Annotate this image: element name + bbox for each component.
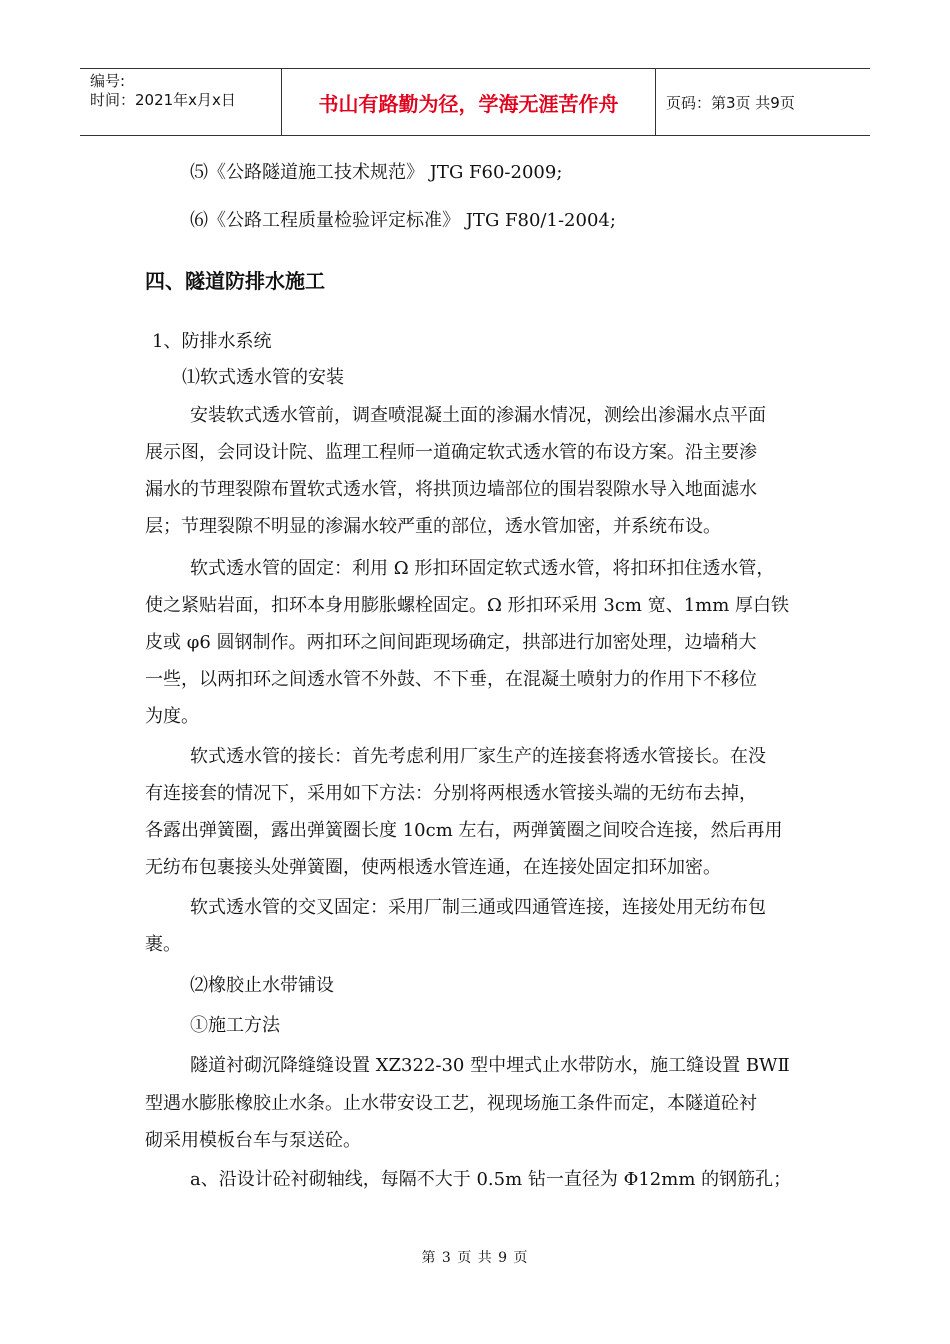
paragraph-line: 软式透水管的固定：利用 Ω 形扣环固定软式透水管，将扣环扣住透水管，	[190, 558, 775, 579]
paragraph-line: 各露出弹簧圈，露出弹簧圈长度 10cm 左右，两弹簧圈之间咬合连接，然后再用	[145, 820, 783, 841]
header-meta	[80, 69, 282, 135]
subsection-title: ①施工方法	[190, 1015, 280, 1036]
subsection-title: ⑴软式透水管的安装	[182, 367, 344, 388]
paragraph-line: 砌采用模板台车与泵送砼。	[145, 1130, 361, 1151]
document-date-label: 时间：2021年x月x日	[90, 91, 236, 109]
page-footer: 第 3 页 共 9 页	[421, 1250, 529, 1266]
subsection-title: ⑵橡胶止水带铺设	[190, 975, 334, 996]
header-page-number: 页码：第3页 共9页	[666, 93, 795, 112]
paragraph-line: 软式透水管的接长：首先考虑利用厂家生产的连接套将透水管接长。在没	[190, 746, 766, 767]
paragraph-line: 有连接套的情况下，采用如下方法：分别将两根透水管接头端的无纺布去掉，	[145, 783, 757, 804]
paragraph-line: 皮或 φ6 圆钢制作。两扣环之间间距现场确定，拱部进行加密处理，边墙稍大	[145, 632, 757, 653]
paragraph-line: 层；节理裂隙不明显的渗漏水较严重的部位，透水管加密，并系统布设。	[145, 516, 721, 537]
paragraph-line: 无纺布包裹接头处弹簧圈，使两根透水管连通，在连接处固定扣环加密。	[145, 857, 721, 878]
header-motto: 书山有路勤为径，学海无涯苦作舟	[282, 69, 656, 135]
subsection-title: 1、防排水系统	[152, 331, 272, 352]
paragraph-line: 为度。	[145, 706, 199, 727]
reference-line: ⑸《公路隧道施工技术规范》 JTG F60-2009;	[190, 162, 563, 183]
paragraph-line: a、沿设计砼衬砌轴线，每隔不大于 0.5m 钻一直径为 Φ12mm 的钢筋孔；	[190, 1169, 792, 1190]
paragraph-line: 展示图，会同设计院、监理工程师一道确定软式透水管的布设方案。沿主要渗	[145, 442, 757, 463]
paragraph-line: 使之紧贴岩面，扣环本身用膨胀螺栓固定。Ω 形扣环采用 3cm 宽、1mm 厚白铁	[145, 595, 789, 616]
section-heading: 四、隧道防排水施工	[145, 269, 325, 293]
paragraph-line: 隧道衬砌沉降缝缝设置 XZ322-30 型中埋式止水带防水，施工缝设置 BWⅡ	[190, 1055, 790, 1076]
paragraph-line: 软式透水管的交叉固定：采用厂制三通或四通管连接，连接处用无纺布包	[190, 897, 766, 918]
paragraph-line: 型遇水膨胀橡胶止水条。止水带安设工艺，视现场施工条件而定，本隧道砼衬	[145, 1093, 757, 1114]
paragraph-line: 漏水的节理裂隙布置软式透水管，将拱顶边墙部位的围岩裂隙水导入地面滤水	[145, 479, 757, 500]
paragraph-line: 安装软式透水管前，调查喷混凝土面的渗漏水情况，测绘出渗漏水点平面	[190, 405, 766, 426]
document-number-label: 编号:	[90, 72, 126, 90]
paragraph-line: 一些，以两扣环之间透水管不外鼓、不下垂，在混凝土喷射力的作用下不移位	[145, 669, 757, 690]
page-header	[80, 68, 870, 136]
reference-line: ⑹《公路工程质量检验评定标准》 JTG F80/1-2004;	[190, 210, 616, 231]
paragraph-line: 裹。	[145, 934, 181, 955]
